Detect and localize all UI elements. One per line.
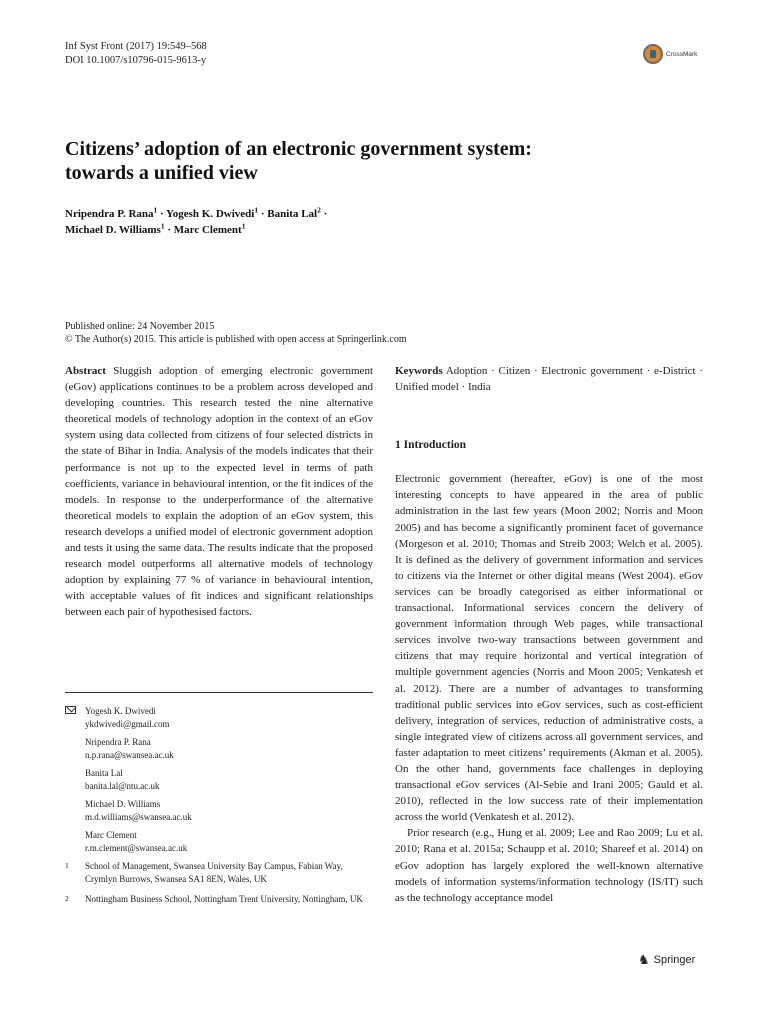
contact-entry — [85, 736, 373, 761]
crossmark-badge[interactable] — [643, 40, 715, 68]
copyright-notice: © The Author(s) 2015. This article is published with open access at Springerlink.com — [65, 334, 407, 345]
contact-email[interactable]: n.p.rana@swansea.ac.uk — [85, 749, 174, 760]
crossmark-icon — [643, 44, 663, 64]
contact-entry — [85, 767, 373, 792]
title-line-1: Citizens’ adoption of an electronic government system: — [65, 138, 532, 160]
contact-name: Marc Clement — [85, 830, 137, 840]
contact-name: Nripendra P. Rana — [85, 737, 151, 747]
section-heading-introduction: 1 Introduction — [395, 439, 467, 452]
contact-name: Yogesh K. Dwivedi — [85, 706, 156, 716]
abstract-section — [65, 363, 373, 621]
publication-info — [65, 320, 705, 346]
author-affiliation-mark: 1 — [153, 205, 158, 215]
contact-name: Banita Lal — [85, 768, 123, 778]
keywords-label: Keywords — [395, 365, 443, 377]
published-date: Published online: 24 November 2015 — [65, 321, 215, 332]
affiliation-entry — [65, 893, 373, 906]
affiliation-number: 1 — [65, 861, 69, 870]
author-name[interactable]: Yogesh K. Dwivedi — [166, 208, 255, 220]
paper-title — [65, 137, 705, 185]
footnote-divider — [65, 692, 373, 693]
crossmark-label: CrossMark — [666, 50, 698, 58]
intro-paragraph-2: Prior research (e.g., Hung et al. 2009; Lee and Rao 2009; Lu et al. 2010; Rana et al. 2015a; Schaupp et al. 2010; Shareef et al. 2014) on eGov adoption has largely explored the well-known alternative models of information systems/information technology (IS/IT) such as the technology acceptance model — [395, 827, 703, 904]
author-name[interactable]: Nripendra P. Rana — [65, 208, 154, 220]
author-list: Nripendra P. Rana$^1$ · Yogesh K. Dwivedi$^1$ · Banita Lal$^2$ · Michael D. Williams$^1$ · Marc Clement$^1$ — [65, 205, 328, 236]
author-name[interactable]: Banita Lal — [267, 208, 318, 220]
envelope-icon — [65, 706, 76, 714]
publisher-logo — [638, 952, 695, 968]
affiliation-text: Nottingham Business School, Nottingham Trent University, Nottingham, UK — [85, 894, 363, 904]
journal-citation: Inf Syst Front (2017) 19:549–568 — [65, 41, 207, 52]
author-name[interactable]: Michael D. Williams — [65, 224, 161, 236]
abstract-text: Sluggish adoption of emerging electronic government (eGov) applications continues to be a problem across developed and developing countries. This research tested the nine alternative theoretical models of technology adoption in the context of an eGov system using data collected from citizens of four selected districts in the state of Bihar in India. Analysis of the models indicates that their performance is not up to the expected level in terms of path coefficients, variance in behavioural intention, or the fit indices of the models. In response to the underperformance of the alternative theoretical models to explain the adoption of an eGov system, this research develops a unified model of electronic government adoption and tests it using the same data. The results indicate that the proposed research model outperforms all alternative models of technology adoption by explaining 77 % of variance in behavioural intention, with acceptable values of fit indices and significant relationships between each pair of hypothesised factors. — [65, 365, 373, 619]
abstract-label: Abstract — [65, 365, 106, 377]
keywords-section — [395, 363, 703, 395]
springer-horse-icon: ♞ — [638, 952, 650, 967]
author-affiliation-mark: 1 — [160, 221, 165, 231]
contact-name: Michael D. Williams — [85, 799, 161, 809]
contact-email[interactable]: m.d.williams@swansea.ac.uk — [85, 811, 192, 822]
affiliation-text: School of Management, Swansea University Bay Campus, Fabian Way, Crymlyn Burrows, Swansea SA1 8EN, Wales, UK — [85, 861, 343, 884]
contact-entry — [85, 705, 373, 730]
author-name[interactable]: Marc Clement — [173, 224, 242, 236]
keywords-text: Adoption · Citizen · Electronic government · e-District · Unified model · India — [395, 365, 703, 394]
contact-email[interactable]: ykdwivedi@gmail.com — [85, 718, 170, 729]
title-line-2: towards a unified view — [65, 162, 258, 184]
contact-footnotes — [65, 705, 373, 914]
intro-paragraph-1: Electronic government (hereafter, eGov) is one of the most interesting concepts to have appeared in the area of public administration in the last few years (Moon 2002; Norris and Moon 2005) and has become a significantly prominent facet of governance (Morgeson et al. 2010; Thomas and Streib 2003; Welch et al. 2005). It is defined as the delivery of government information and services to citizens via the Internet or other digital means (West 2004). eGov services can be broadly categorised as either informational or transactional. Informational services concern the delivery of government information through Web pages, while transactional services involve two-way transactions between government and citizens that may require horizontal and vertical integration of multiple government agencies (Norris and Moon 2005; Venkatesh et al. 2012). There are a number of advantages to transforming traditional public services into eGov services, such as cost-efficient delivery, integration of services, reduction of administrative costs, a single integrated view of citizens across all government services, and faster adaptation to meet citizens’ requirements (Akman et al. 2005). On the other hand, governments face challenges in deploying transactional eGov services (Al-Sebie and Irani 2005; Gauld et al. 2010), reflected in the low success rate of their implementation across the world (Venkatesh et al. 2012). — [395, 473, 703, 824]
author-affiliation-mark: 1 — [241, 221, 246, 231]
affiliation-number: 2 — [65, 894, 69, 903]
contact-entry — [85, 829, 373, 854]
author-affiliation-mark: 2 — [317, 205, 321, 215]
doi[interactable]: DOI 10.1007/s10796-015-9613-y — [65, 55, 207, 66]
contact-email[interactable]: r.m.clement@swansea.ac.uk — [85, 842, 188, 853]
affiliation-entry — [65, 860, 373, 885]
contact-entry — [85, 798, 373, 823]
right-column — [395, 363, 703, 906]
contact-email[interactable]: banita.lal@ntu.ac.uk — [85, 780, 160, 791]
author-affiliation-mark: 1 — [254, 205, 259, 215]
publisher-name: Springer — [653, 954, 696, 966]
